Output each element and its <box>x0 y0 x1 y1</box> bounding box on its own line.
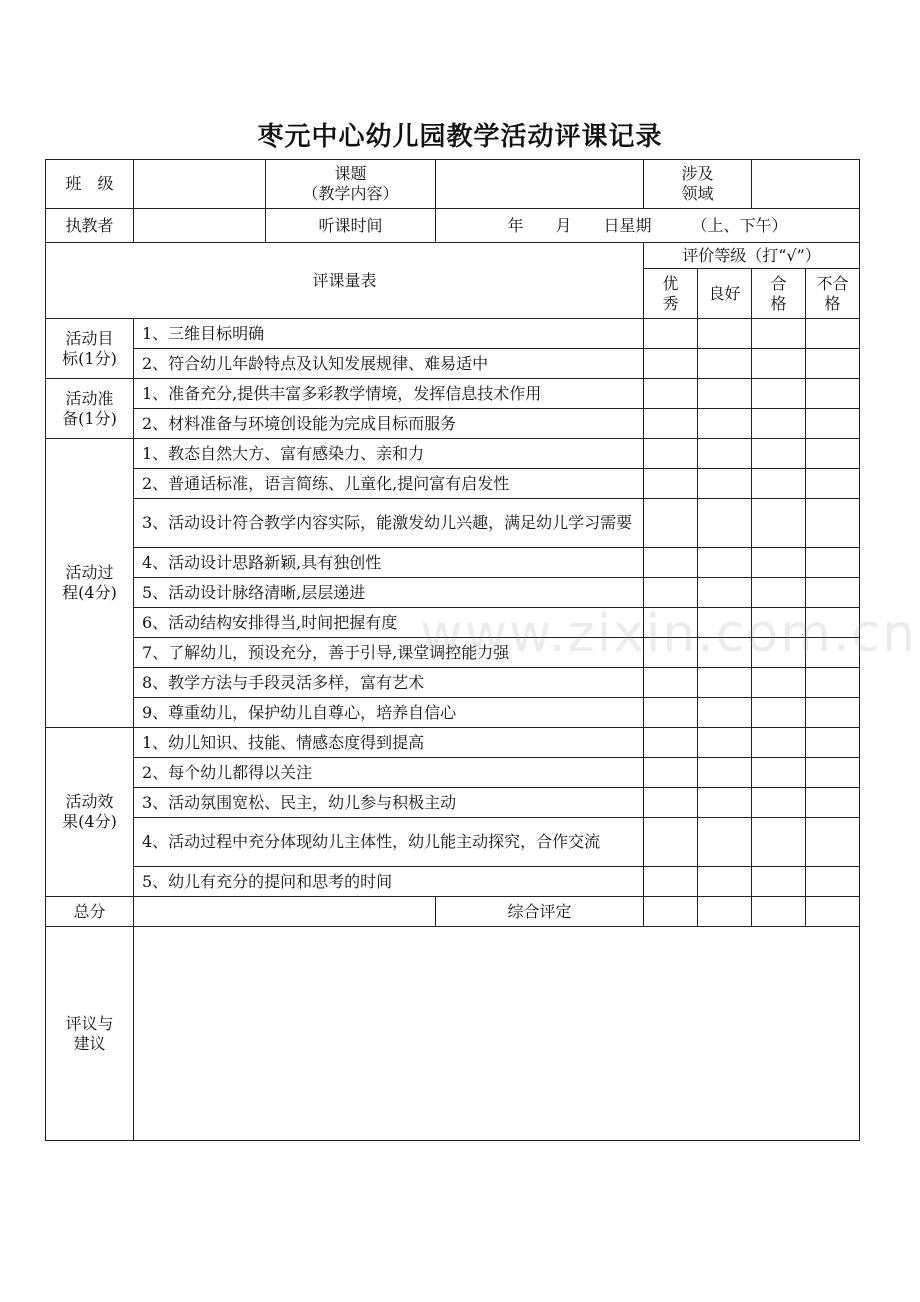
rating-cell-pass[interactable] <box>752 668 806 698</box>
rating-cell-fail[interactable] <box>806 499 860 548</box>
grade-pass-line1: 合 <box>770 273 787 293</box>
grade-good <box>698 269 752 319</box>
criterion-text: 9、尊重幼儿，保护幼儿自尊心，培养自信心 <box>134 698 644 728</box>
grade-good-line1: 良好 <box>708 283 741 303</box>
section-label-goal <box>46 319 134 379</box>
criterion-row <box>46 758 860 788</box>
rating-cell-excellent[interactable] <box>644 409 698 439</box>
criterion-row <box>46 867 860 897</box>
section-label-line1: 活动效 <box>65 792 114 811</box>
domain-label <box>644 160 752 209</box>
criterion-text: 2、符合幼儿年龄特点及认知发展规律、难易适中 <box>134 349 644 379</box>
overall-cell-good[interactable] <box>698 897 752 927</box>
rating-cell-fail[interactable] <box>806 638 860 668</box>
scale-label: 评课量表 <box>46 243 644 319</box>
rating-cell-pass[interactable] <box>752 867 806 897</box>
rating-cell-good[interactable] <box>698 499 752 548</box>
criterion-row <box>46 788 860 818</box>
rating-cell-good[interactable] <box>698 638 752 668</box>
overall-cell-excellent[interactable] <box>644 897 698 927</box>
section-label-line1: 活动目 <box>65 328 114 348</box>
rating-cell-excellent[interactable] <box>644 728 698 758</box>
teacher-label: 执教者 <box>46 209 134 243</box>
rating-cell-pass[interactable] <box>752 319 806 349</box>
rating-cell-fail[interactable] <box>806 867 860 897</box>
criterion-row <box>46 379 860 409</box>
section-label-line2: 果(4分) <box>62 812 117 831</box>
date-field[interactable]: 年 月 日星期 （上、下午） <box>436 209 860 243</box>
criterion-text: 1、教态自然大方、富有感染力、亲和力 <box>134 439 644 469</box>
topic-label <box>266 160 436 209</box>
grade-excellent-line2: 秀 <box>662 293 679 313</box>
rating-cell-pass[interactable] <box>752 728 806 758</box>
rating-cell-excellent[interactable] <box>644 638 698 668</box>
rating-cell-pass[interactable] <box>752 638 806 668</box>
rating-cell-excellent[interactable] <box>644 818 698 867</box>
comments-label-line1: 评议与 <box>65 1013 114 1033</box>
rating-cell-excellent[interactable] <box>644 319 698 349</box>
rating-cell-good[interactable] <box>698 668 752 698</box>
rating-cell-pass[interactable] <box>752 469 806 499</box>
rating-cell-fail[interactable] <box>806 409 860 439</box>
rating-cell-pass[interactable] <box>752 788 806 818</box>
rating-cell-pass[interactable] <box>752 409 806 439</box>
rating-cell-pass[interactable] <box>752 548 806 578</box>
criterion-text: 4、活动过程中充分体现幼儿主体性，幼儿能主动探究，合作交流 <box>134 818 644 867</box>
rating-cell-fail[interactable] <box>806 728 860 758</box>
section-label-line1: 活动准 <box>65 388 114 408</box>
rating-cell-pass[interactable] <box>752 698 806 728</box>
rating-cell-good[interactable] <box>698 439 752 469</box>
criterion-row <box>46 638 860 668</box>
domain-label-line2: 领域 <box>681 184 714 203</box>
grade-fail <box>806 269 860 319</box>
page-title: 枣元中心幼儿园教学活动评课记录 <box>257 122 663 152</box>
grade-excellent <box>644 269 698 319</box>
total-label: 总分 <box>46 897 134 927</box>
rating-cell-fail[interactable] <box>806 698 860 728</box>
rating-cell-good[interactable] <box>698 867 752 897</box>
criterion-row <box>46 818 860 867</box>
overall-label: 综合评定 <box>436 897 644 927</box>
total-field[interactable] <box>134 897 436 927</box>
rating-cell-excellent[interactable] <box>644 698 698 728</box>
grade-header: 评价等级（打“√”） <box>644 243 860 269</box>
rating-cell-pass[interactable] <box>752 439 806 469</box>
criterion-row <box>46 319 860 349</box>
grade-fail-line1: 不合 <box>816 273 849 293</box>
rating-cell-fail[interactable] <box>806 319 860 349</box>
rating-cell-fail[interactable] <box>806 349 860 379</box>
rating-cell-good[interactable] <box>698 758 752 788</box>
rating-cell-good[interactable] <box>698 728 752 758</box>
rating-cell-fail[interactable] <box>806 668 860 698</box>
rating-cell-excellent[interactable] <box>644 469 698 499</box>
rating-cell-excellent[interactable] <box>644 379 698 409</box>
rating-cell-good[interactable] <box>698 548 752 578</box>
rating-cell-fail[interactable] <box>806 818 860 867</box>
rating-cell-good[interactable] <box>698 409 752 439</box>
criterion-row <box>46 698 860 728</box>
comments-label-line2: 建议 <box>73 1033 106 1053</box>
criterion-text: 1、幼儿知识、技能、情感态度得到提高 <box>134 728 644 758</box>
criterion-row <box>46 409 860 439</box>
criterion-text: 2、材料准备与环境创设能为完成目标而服务 <box>134 409 644 439</box>
rating-cell-excellent[interactable] <box>644 578 698 608</box>
section-label-line2: 备(1分) <box>62 408 117 428</box>
overall-cell-fail[interactable] <box>806 897 860 927</box>
criterion-text: 7、了解幼儿，预设充分，善于引导,课堂调控能力强 <box>134 638 644 668</box>
rating-cell-good[interactable] <box>698 469 752 499</box>
comments-label <box>46 927 134 1141</box>
rating-cell-excellent[interactable] <box>644 668 698 698</box>
rating-cell-excellent[interactable] <box>644 758 698 788</box>
rating-cell-excellent[interactable] <box>644 499 698 548</box>
criterion-row <box>46 469 860 499</box>
rating-cell-excellent[interactable] <box>644 867 698 897</box>
grade-pass <box>752 269 806 319</box>
rating-cell-pass[interactable] <box>752 818 806 867</box>
rating-cell-fail[interactable] <box>806 788 860 818</box>
criterion-text: 5、幼儿有充分的提问和思考的时间 <box>134 867 644 897</box>
rating-cell-excellent[interactable] <box>644 608 698 638</box>
watermark: www.zixin.com.cn <box>420 604 917 664</box>
topic-field[interactable] <box>436 160 644 209</box>
section-label-line2: 标(1分) <box>62 348 117 368</box>
class-label: 班 级 <box>46 160 134 209</box>
section-label-prep <box>46 379 134 439</box>
criterion-row <box>46 668 860 698</box>
overall-cell-pass[interactable] <box>752 897 806 927</box>
criterion-text: 4、活动设计思路新颖,具有独创性 <box>134 548 644 578</box>
rating-cell-fail[interactable] <box>806 439 860 469</box>
criterion-text: 1、准备充分,提供丰富多彩教学情境，发挥信息技术作用 <box>134 379 644 409</box>
class-field[interactable] <box>134 160 266 209</box>
topic-label-main: 课题 <box>334 164 367 183</box>
domain-field[interactable] <box>752 160 860 209</box>
grade-fail-line2: 格 <box>824 293 841 313</box>
criterion-text: 5、活动设计脉络清晰,层层递进 <box>134 578 644 608</box>
rating-cell-pass[interactable] <box>752 608 806 638</box>
rating-cell-fail[interactable] <box>806 379 860 409</box>
rating-cell-pass[interactable] <box>752 349 806 379</box>
section-label-effect <box>46 728 134 897</box>
comments-field[interactable] <box>134 927 860 1141</box>
rating-cell-fail[interactable] <box>806 578 860 608</box>
rating-cell-good[interactable] <box>698 578 752 608</box>
criterion-row <box>46 728 860 758</box>
criterion-text: 2、普通话标准，语言简练、儿童化,提问富有启发性 <box>134 469 644 499</box>
criterion-text: 3、活动设计符合教学内容实际，能激发幼儿兴趣，满足幼儿学习需要 <box>134 499 644 548</box>
rating-cell-good[interactable] <box>698 698 752 728</box>
rating-cell-good[interactable] <box>698 379 752 409</box>
criterion-text: 1、三维目标明确 <box>134 319 644 349</box>
rating-cell-excellent[interactable] <box>644 439 698 469</box>
criterion-text: 8、教学方法与手段灵活多样，富有艺术 <box>134 668 644 698</box>
criterion-text: 2、每个幼儿都得以关注 <box>134 758 644 788</box>
criterion-row <box>46 439 860 469</box>
criterion-text: 3、活动氛围宽松、民主，幼儿参与积极主动 <box>134 788 644 818</box>
rating-cell-excellent[interactable] <box>644 349 698 379</box>
rating-cell-fail[interactable] <box>806 608 860 638</box>
rating-cell-pass[interactable] <box>752 499 806 548</box>
topic-label-sub: （教学内容） <box>302 184 399 203</box>
time-label: 听课时间 <box>266 209 436 243</box>
rating-cell-good[interactable] <box>698 608 752 638</box>
teacher-field[interactable] <box>134 209 266 243</box>
criterion-row <box>46 548 860 578</box>
rating-cell-pass[interactable] <box>752 379 806 409</box>
criterion-text: 6、活动结构安排得当,时间把握有度 <box>134 608 644 638</box>
section-label-process <box>46 439 134 728</box>
rating-cell-pass[interactable] <box>752 758 806 788</box>
rating-cell-excellent[interactable] <box>644 548 698 578</box>
criterion-row <box>46 578 860 608</box>
rating-cell-pass[interactable] <box>752 578 806 608</box>
rating-cell-good[interactable] <box>698 818 752 867</box>
criterion-row <box>46 608 860 638</box>
rating-cell-fail[interactable] <box>806 548 860 578</box>
domain-label-line1: 涉及 <box>681 164 714 183</box>
rating-cell-fail[interactable] <box>806 758 860 788</box>
rating-cell-good[interactable] <box>698 788 752 818</box>
section-label-line1: 活动过 <box>65 563 114 582</box>
section-label-line2: 程(4分) <box>62 583 117 602</box>
evaluation-form <box>45 159 860 1141</box>
rating-cell-good[interactable] <box>698 319 752 349</box>
grade-excellent-line1: 优 <box>662 273 679 293</box>
rating-cell-excellent[interactable] <box>644 788 698 818</box>
criterion-row <box>46 499 860 548</box>
criterion-row <box>46 349 860 379</box>
grade-pass-line2: 格 <box>770 293 787 313</box>
rating-cell-good[interactable] <box>698 349 752 379</box>
rating-cell-fail[interactable] <box>806 469 860 499</box>
